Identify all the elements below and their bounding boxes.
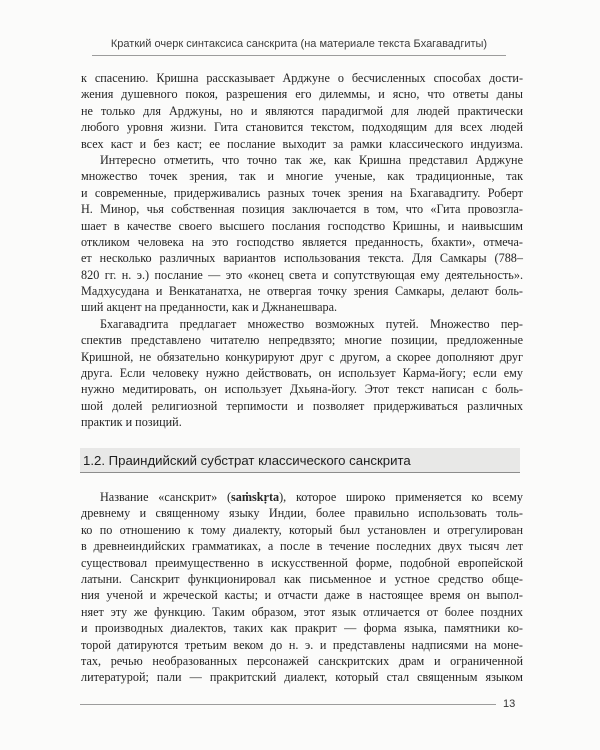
- text-line: Кришной, не обязательно конкурируют друг с другом, а скорее дополняют друг: [81, 349, 523, 364]
- text-line: древнему и священному языку Индии, более правильно использовать толь-: [81, 506, 523, 521]
- paragraph: [81, 152, 523, 316]
- text-line: к спасению. Кришна рассказывает Арджуне о бесчисленных способах дости-: [81, 71, 523, 85]
- text-line: ет несколько различных вариантов использования текста. Для Самкары (788–: [81, 251, 523, 266]
- text-line: практик и позиций.: [81, 415, 182, 430]
- text-line: откликом человека на это господство является преданность, бхакти», отмеча-: [81, 234, 523, 249]
- text-line: Интересно отметить, что точно так же, как Кришна представил Арджуне: [100, 152, 523, 167]
- text-line: ко по отношению к тому диалекту, который был установлен и отрегулирован: [81, 522, 523, 537]
- text-line: ший акцент на преданности, как и Джнанешвара.: [81, 300, 338, 315]
- footer-rule: [80, 704, 496, 705]
- text-line: существовал преимущественно в искусственной форме, подобной европейской: [81, 555, 523, 570]
- body-text-bottom: [81, 489, 523, 686]
- text-line: любого уровня жизни. Гита становится текстом, подходящим для всех людей: [81, 120, 523, 135]
- text-line: шой долей религиозной терпимости и позволяет придерживаться различных: [81, 398, 523, 413]
- term-sanskrit: saṁskṛta: [231, 490, 280, 504]
- page-number: 13: [503, 698, 516, 710]
- paragraph: [81, 70, 523, 152]
- text-line: литературой; пали — пракритский диалект, который стал священным языком: [81, 670, 523, 685]
- line-text: Название «санскрит» (: [100, 490, 232, 504]
- text-line: Мадхусудана и Венкатанатха, не отвергая точку зрения Самкары, делают боль-: [81, 284, 523, 299]
- line-text: ), которое широко применяется ко всему: [279, 490, 523, 504]
- text-line: множество точек зрения, так и многие ученые, как традиционные, так: [81, 169, 523, 184]
- text-line: и производных диалектов, таких как пракрит — форма языка, памятники ко-: [81, 621, 523, 636]
- body-text-top: [81, 70, 523, 431]
- text-line: торой датируются третьим веком до н. э. и представлены надписями на моне-: [81, 637, 523, 652]
- text-line: шает в качестве своего высшего послания господство Кришны, и наивысшим: [81, 218, 523, 233]
- text-line: жения душевного покоя, разрешения его дилеммы, и ясно, что ответы даны: [81, 87, 523, 102]
- text-line: Бхагавадгита предлагает множество возможных путей. Множество пер-: [100, 316, 523, 331]
- text-line: всех каст и без каст; ее послание выходит за рамки классического индуизма.: [81, 136, 523, 151]
- text-line: тах, речью необразованных персонажей санскритских драм и ограниченной: [81, 653, 523, 668]
- text-line: 820 гг. н. э.) послание — это «конец света и сопутствующая ему деятельность».: [81, 267, 523, 282]
- paragraph: [81, 489, 523, 686]
- text-line: Н. Минор, чья собственная позиция заключается в том, что «Гита провозгла-: [81, 202, 523, 217]
- text-line: не только для Арджуны, но и являются парадигмой для людей практически: [81, 103, 523, 118]
- text-line: няет эту же функцию. Таким образом, этот язык отличается от более поздних: [81, 604, 523, 619]
- text-line: и современные, придерживались разных точек зрения на Бхагавадгиту. Роберт: [81, 185, 523, 200]
- section-heading: 1.2. Праиндийский субстрат классического санскрита: [80, 448, 520, 473]
- text-line: [81, 489, 523, 505]
- text-line: нужно медитировать, он использует Дхьяна-йогу. Этот текст написан с боль-: [81, 382, 523, 397]
- text-line: латыни. Санскрит функционировал как письменное и устное средство обще-: [81, 571, 523, 586]
- text-line: спектив представлено читателю непредвзято; многие позиции, предложенные: [81, 333, 523, 348]
- paragraph: [81, 316, 523, 431]
- text-line: ния ученой и жреческой касты; и отчасти даже в настоящее время он выпол-: [81, 588, 523, 603]
- text-line: в древнеиндийских грамматиках, а после в течение последних двух тысяч лет: [81, 539, 523, 554]
- text-line: друга. Если человеку нужно действовать, он использует Карма-йогу; если ему: [81, 366, 523, 381]
- running-head: Краткий очерк синтаксиса санскрита (на материале текста Бхагавадгиты): [92, 35, 506, 56]
